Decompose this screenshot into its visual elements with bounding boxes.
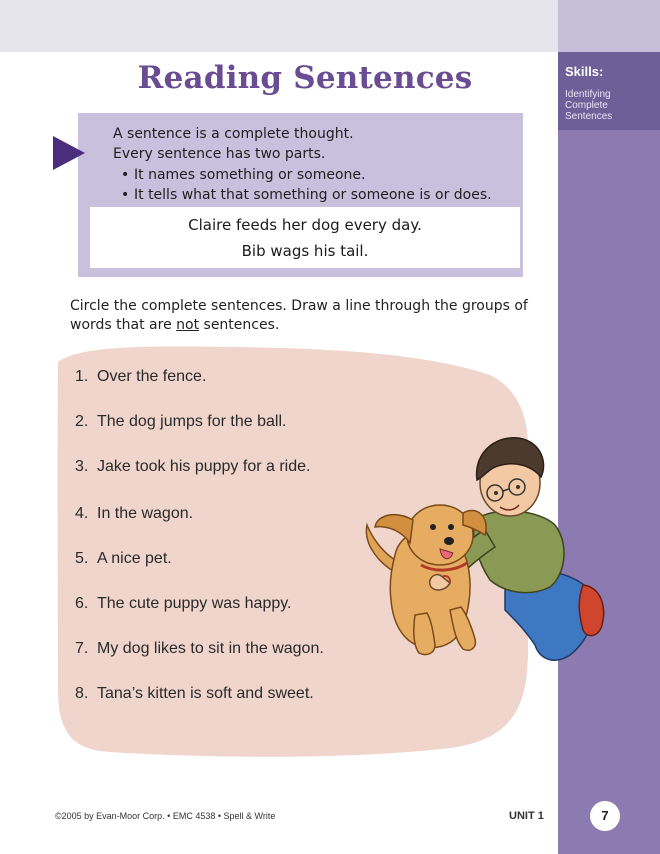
item-number: 6. bbox=[75, 595, 89, 612]
bullet-text: It names something or someone. bbox=[134, 167, 366, 183]
footer-copyright: ©2005 by Evan-Moor Corp. • EMC 4538 • Spell & Write bbox=[55, 811, 276, 821]
bullet-icon: • bbox=[121, 187, 130, 203]
skill-line: Identifying bbox=[565, 89, 611, 100]
list-item[interactable] bbox=[75, 413, 286, 431]
page-title: Reading Sentences bbox=[137, 60, 473, 96]
example-sentence: Claire feeds her dog every day. bbox=[188, 216, 422, 234]
page-number: 7 bbox=[590, 801, 620, 831]
item-text: Jake took his puppy for a ride. bbox=[97, 458, 311, 475]
item-number: 4. bbox=[75, 505, 89, 522]
boy-and-puppy-illustration bbox=[355, 425, 610, 670]
skills-label: Skills: bbox=[565, 64, 604, 79]
item-text: In the wagon. bbox=[97, 505, 194, 522]
list-item[interactable] bbox=[75, 685, 314, 703]
list-item[interactable] bbox=[75, 595, 292, 613]
item-text: My dog likes to sit in the wagon. bbox=[97, 640, 324, 657]
item-number: 7. bbox=[75, 640, 89, 657]
item-number: 1. bbox=[75, 368, 89, 385]
item-text: The dog jumps for the ball. bbox=[97, 413, 287, 430]
skill-line: Complete bbox=[565, 100, 608, 111]
footer-unit: UNIT 1 bbox=[509, 810, 544, 822]
list-item[interactable] bbox=[75, 640, 324, 658]
item-number: 2. bbox=[75, 413, 89, 430]
info-line: Every sentence has two parts. bbox=[113, 146, 326, 162]
item-text: A nice pet. bbox=[97, 550, 172, 567]
instructions-text: Circle the complete sentences. Draw a line through the groups of words that are bbox=[70, 298, 528, 333]
item-text: The cute puppy was happy. bbox=[97, 595, 292, 612]
bullet-text: It tells what that something or someone is or does. bbox=[134, 187, 492, 203]
example-sentence: Bib wags his tail. bbox=[241, 242, 369, 260]
info-line: A sentence is a complete thought. bbox=[113, 126, 354, 142]
list-item[interactable] bbox=[75, 368, 206, 386]
item-number: 8. bbox=[75, 685, 89, 702]
bullet-icon: • bbox=[121, 167, 130, 183]
list-item[interactable] bbox=[75, 458, 310, 476]
skill-line: Sentences bbox=[565, 111, 613, 122]
instructions-text: sentences. bbox=[199, 317, 280, 333]
item-number: 5. bbox=[75, 550, 89, 567]
instructions-emphasis: not bbox=[176, 317, 200, 333]
list-item[interactable] bbox=[75, 505, 193, 523]
item-text: Tana’s kitten is soft and sweet. bbox=[97, 685, 314, 702]
list-item[interactable] bbox=[75, 550, 172, 568]
item-number: 3. bbox=[75, 458, 89, 475]
item-text: Over the fence. bbox=[97, 368, 207, 385]
